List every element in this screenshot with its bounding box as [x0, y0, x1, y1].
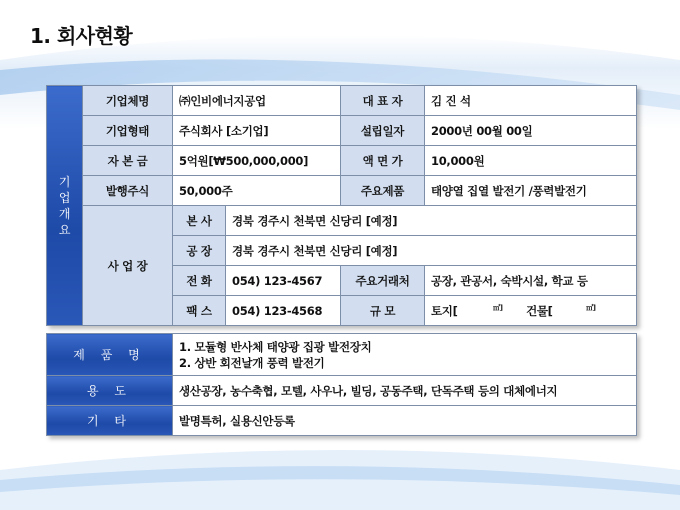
product-name-label: 제 품 명	[47, 334, 173, 376]
established-label: 설립일자	[341, 116, 425, 146]
phone-label: 전 화	[173, 266, 226, 296]
usage-value: 생산공장, 농수축협, 모텔, 사우나, 빌딩, 공동주택, 단독주택 등의 대체에너지	[173, 376, 637, 406]
clients-label: 주요거래처	[341, 266, 425, 296]
ceo-label: 대 표 자	[341, 86, 425, 116]
product-info-table	[46, 333, 637, 436]
land-unit: ㎡]	[493, 303, 503, 312]
table-row	[47, 376, 637, 406]
factory-value: 경북 경주시 천북면 신당리 [예정]	[226, 236, 637, 266]
clients-value: 공장, 관공서, 숙박시설, 학교 등	[425, 266, 637, 296]
company-type-label: 기업형태	[83, 116, 173, 146]
phone-value: 054) 123-4567	[226, 266, 341, 296]
product-name-value	[173, 334, 637, 376]
site-label: 사 업 장	[83, 206, 173, 326]
hq-value: 경북 경주시 천북면 신당리 [예정]	[226, 206, 637, 236]
hq-label: 본 사	[173, 206, 226, 236]
page-title: 1. 회사현황	[30, 24, 133, 48]
capital-value: 5억원[₩500,000,000]	[173, 146, 341, 176]
capital-label: 자 본 금	[83, 146, 173, 176]
company-name-value: ㈜인비에너지공업	[173, 86, 341, 116]
table-row	[47, 406, 637, 436]
product-line-2: 2. 상반 회전날개 풍력 발전기	[179, 355, 325, 370]
product-line-1: 1. 모듈형 반사체 태양광 집광 발전장치	[179, 339, 372, 354]
factory-label: 공 장	[173, 236, 226, 266]
shares-value: 50,000주	[173, 176, 341, 206]
usage-label: 용 도	[47, 376, 173, 406]
scale-value	[425, 296, 637, 326]
company-overview-table	[46, 85, 637, 326]
overview-section-label: 기 업 개 요	[47, 86, 83, 326]
building-unit: ㎡]	[586, 303, 596, 312]
fax-value: 054) 123-4568	[226, 296, 341, 326]
scale-label: 규 모	[341, 296, 425, 326]
par-value-label: 액 면 가	[341, 146, 425, 176]
ceo-value: 김 진 석	[425, 86, 637, 116]
par-value-value: 10,000원	[425, 146, 637, 176]
table-row	[47, 116, 637, 146]
etc-value: 발명특허, 실용신안등록	[173, 406, 637, 436]
land-label: 토지[	[431, 303, 458, 318]
building-label: 건물[	[526, 303, 553, 318]
products-label: 주요제품	[341, 176, 425, 206]
table-row	[47, 86, 637, 116]
table-row	[47, 146, 637, 176]
company-type-value: 주식회사 [소기업]	[173, 116, 341, 146]
shares-label: 발행주식	[83, 176, 173, 206]
table-row	[47, 176, 637, 206]
table-row	[47, 334, 637, 376]
established-value: 2000년 00월 00일	[425, 116, 637, 146]
fax-label: 팩 스	[173, 296, 226, 326]
table-row	[47, 206, 637, 236]
etc-label: 기 타	[47, 406, 173, 436]
products-value: 태양열 집열 발전기 /풍력발전기	[425, 176, 637, 206]
company-name-label: 기업체명	[83, 86, 173, 116]
